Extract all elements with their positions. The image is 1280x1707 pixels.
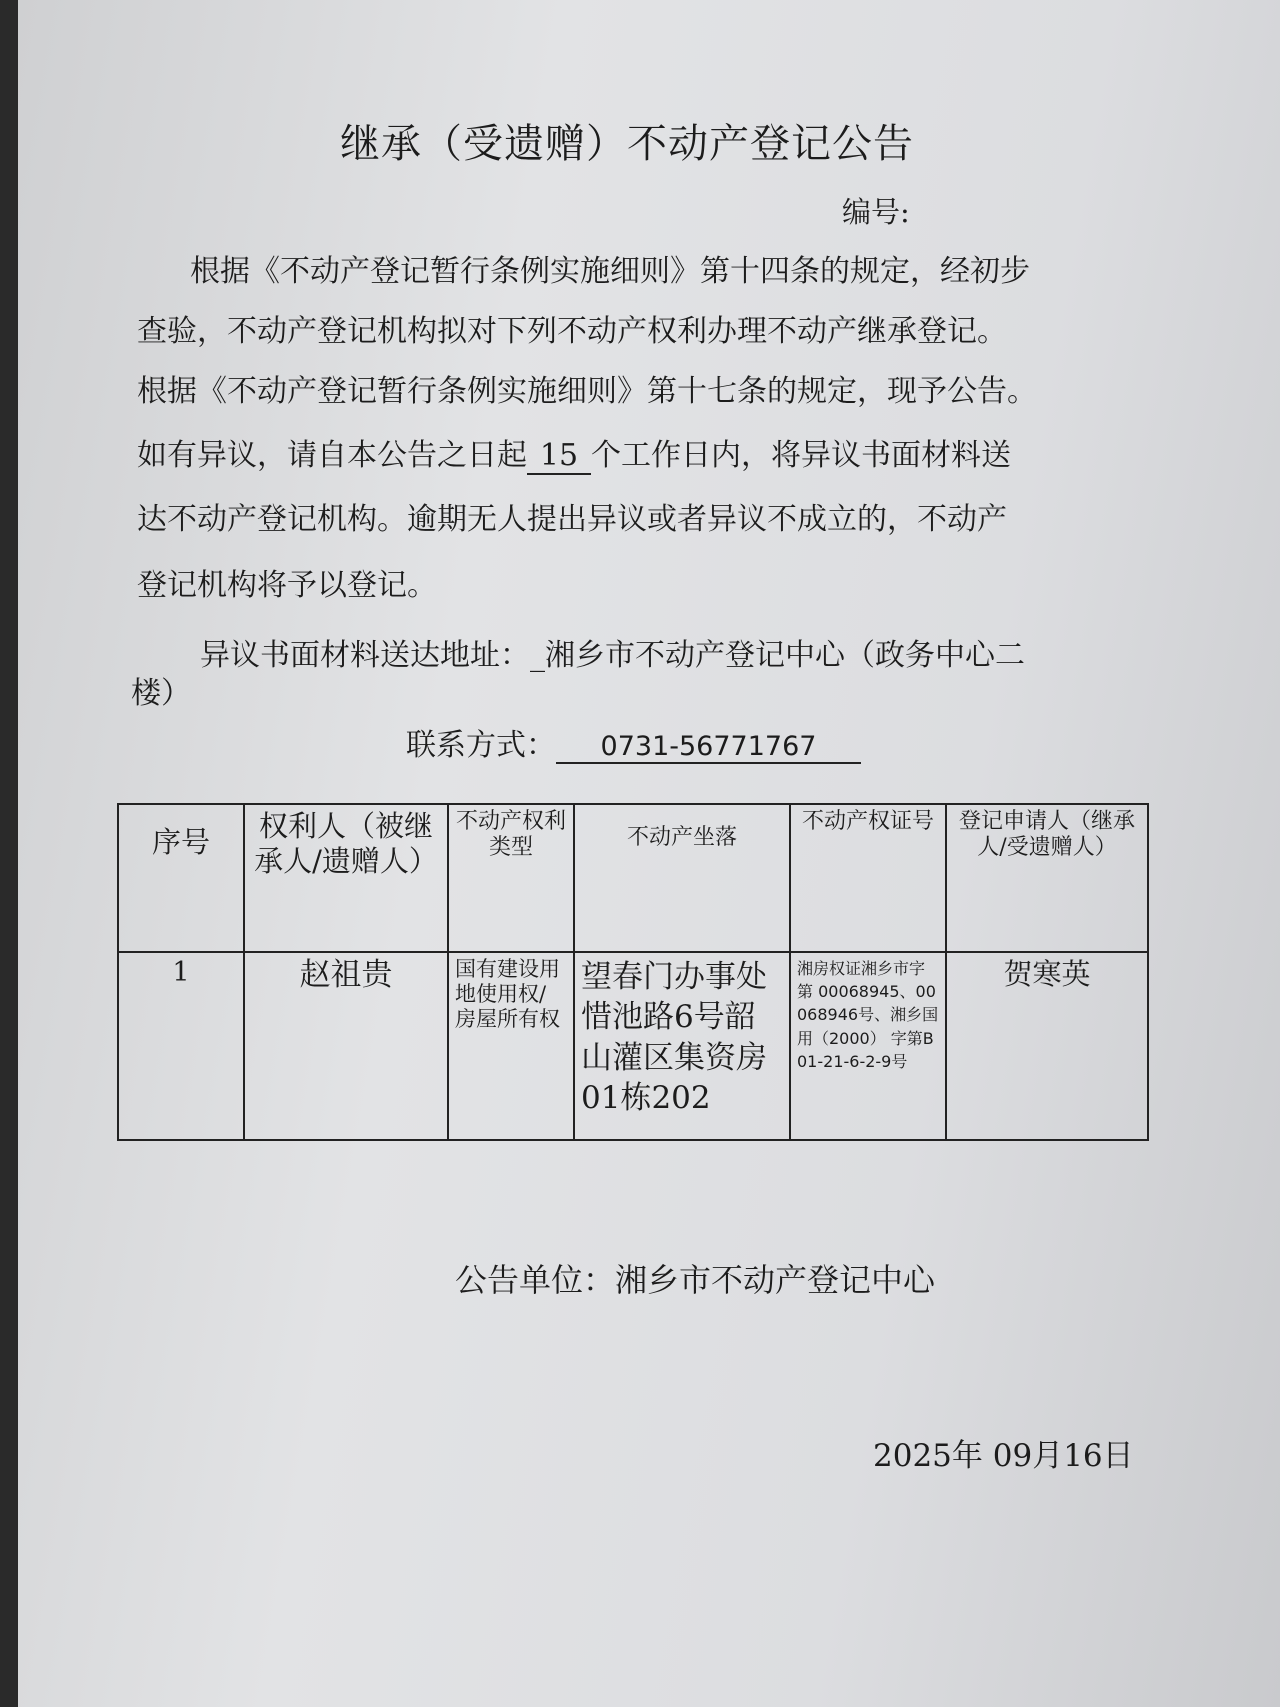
cell-seq: 1 bbox=[118, 952, 244, 1140]
cell-holder: 赵祖贵 bbox=[244, 952, 448, 1140]
objection-prefix: 如有异议，请自本公告之日起 bbox=[137, 438, 527, 473]
notice-date: 2025年 09月16日 bbox=[873, 1438, 1134, 1474]
header-applicant: 登记申请人（继承人/受遗赠人） bbox=[946, 804, 1148, 952]
header-right-type: 不动产权利类型 bbox=[448, 804, 574, 952]
address-continuation: 楼） bbox=[131, 676, 191, 711]
table-row bbox=[118, 952, 1148, 1140]
header-location: 不动产坐落 bbox=[574, 804, 790, 952]
objection-days: 15 bbox=[527, 438, 591, 475]
body-line-6: 登记机构将予以登记。 bbox=[137, 568, 437, 603]
header-holder: 权利人（被继承人/遗赠人） bbox=[244, 804, 448, 952]
body-line-2: 查验，不动产登记机构拟对下列不动产权利办理不动产继承登记。 bbox=[137, 314, 1007, 349]
objection-suffix: 个工作日内，将异议书面材料送 bbox=[591, 438, 1011, 473]
contact-line bbox=[406, 720, 861, 764]
address-value: _湘乡市不动产登记中心（政务中心二 bbox=[530, 638, 1025, 673]
contact-label: 联系方式： bbox=[406, 728, 556, 763]
cell-right-type: 国有建设用地使用权/房屋所有权 bbox=[448, 952, 574, 1140]
table-header-row bbox=[118, 804, 1148, 952]
header-cert-no: 不动产权证号 bbox=[790, 804, 946, 952]
notice-title: 继承（受遗赠）不动产登记公告 bbox=[340, 121, 914, 167]
body-line-1: 根据《不动产登记暂行条例实施细则》第十四条的规定，经初步 bbox=[190, 254, 1030, 289]
contact-phone: 0731-56771767 bbox=[556, 731, 861, 764]
body-line-3: 根据《不动产登记暂行条例实施细则》第十七条的规定，现予公告。 bbox=[137, 374, 1037, 409]
cell-location: 望春门办事处惜池路6号韶山灌区集资房01栋202 bbox=[574, 952, 790, 1140]
cell-applicant: 贺寒英 bbox=[946, 952, 1148, 1140]
notice-number-label: 编号: bbox=[842, 195, 910, 229]
header-seq: 序号 bbox=[118, 804, 244, 952]
registration-table bbox=[117, 803, 1149, 1141]
body-line-4 bbox=[137, 430, 1011, 475]
address-line bbox=[200, 630, 1025, 674]
issuer-line: 公告单位：湘乡市不动产登记中心 bbox=[455, 1261, 936, 1299]
body-line-5: 达不动产登记机构。逾期无人提出异议或者异议不成立的，不动产 bbox=[137, 502, 1007, 537]
cell-cert-no: 湘房权证湘乡市字第 00068945、00068946号、湘乡国用（2000） 字第B01-21-6-2-9号 bbox=[790, 952, 946, 1140]
address-label: 异议书面材料送达地址： bbox=[200, 638, 530, 673]
